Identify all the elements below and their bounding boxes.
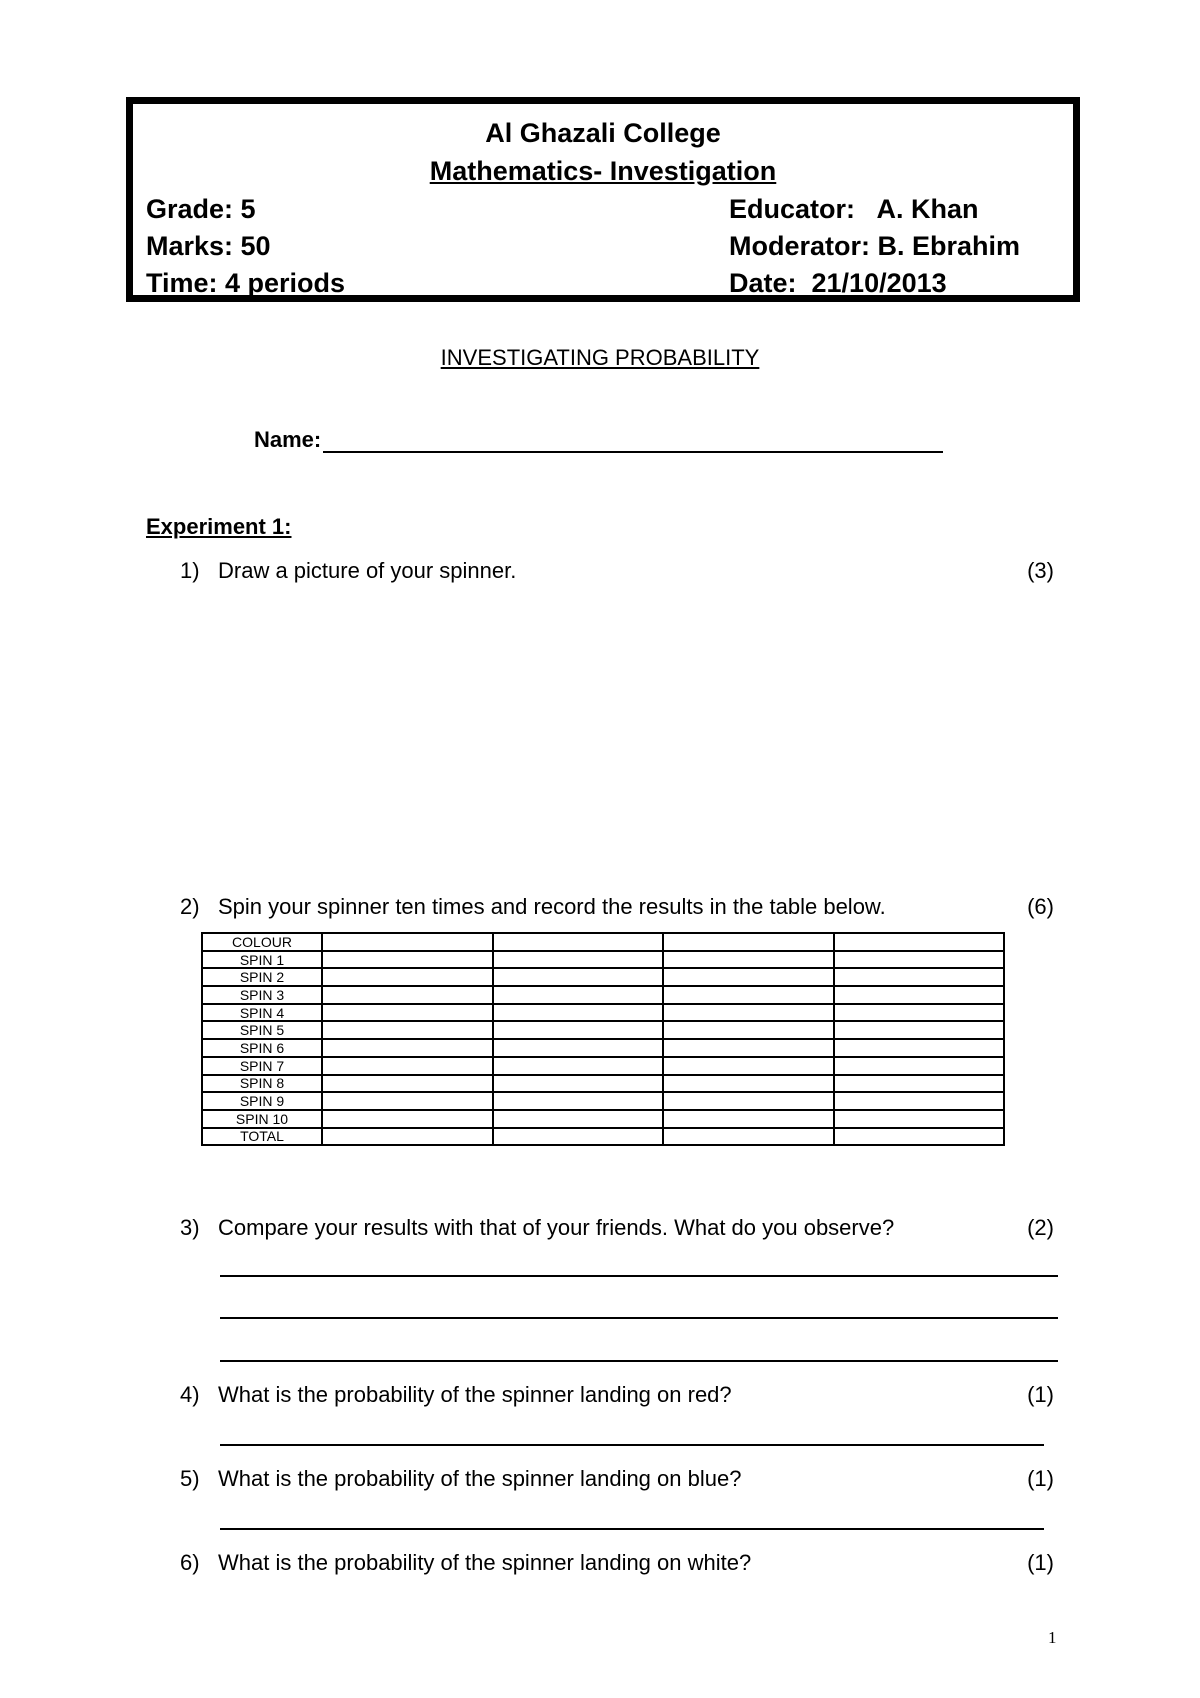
question-text: Draw a picture of your spinner. [218,558,517,583]
table-cell[interactable] [834,951,1005,969]
table-cell[interactable] [322,986,493,1004]
question-marks: (1) [1027,1466,1054,1491]
table-cell[interactable] [322,1075,493,1093]
table-cell[interactable] [322,968,493,986]
table-cell[interactable] [322,951,493,969]
table-cell[interactable] [663,1057,834,1075]
table-cell[interactable] [493,951,664,969]
row-label: SPIN 6 [202,1039,322,1057]
table-cell[interactable] [493,968,664,986]
row-label: SPIN 2 [202,968,322,986]
table-cell[interactable] [493,986,664,1004]
table-row [202,986,1004,1004]
table-cell[interactable] [493,1004,664,1022]
table-cell[interactable] [834,968,1005,986]
table-row [202,1004,1004,1022]
table-row [202,1075,1004,1093]
table-cell[interactable] [663,951,834,969]
answer-line[interactable] [220,1444,1044,1446]
header-box [126,97,1080,302]
table-cell[interactable] [663,1004,834,1022]
question-number: 4) [180,1382,200,1407]
table-row [202,1110,1004,1128]
spin-results-table [201,932,1005,1146]
experiment-heading: Experiment 1: [146,514,292,539]
marks-label: Marks: 50 [146,231,271,261]
row-label: SPIN 4 [202,1004,322,1022]
row-label: SPIN 7 [202,1057,322,1075]
table-cell[interactable] [322,1092,493,1110]
question-number: 3) [180,1215,200,1240]
school-name: Al Ghazali College [485,118,721,148]
table-cell[interactable] [322,1021,493,1039]
table-cell[interactable] [493,933,664,951]
table-cell[interactable] [322,1004,493,1022]
table-cell[interactable] [834,1110,1005,1128]
table-cell[interactable] [493,1021,664,1039]
table-cell[interactable] [834,1092,1005,1110]
table-cell[interactable] [663,986,834,1004]
table-cell[interactable] [663,968,834,986]
table-cell[interactable] [322,1128,493,1146]
table-cell[interactable] [834,986,1005,1004]
subject-title: Mathematics- Investigation [429,156,777,186]
name-label: Name: [254,427,322,452]
question-marks: (2) [1027,1215,1054,1240]
table-row [202,1039,1004,1057]
table-cell[interactable] [834,1039,1005,1057]
row-label: TOTAL [202,1128,322,1146]
educator-label: Educator: A. Khan [729,194,979,224]
table-row [202,1057,1004,1075]
date-label: Date: 21/10/2013 [729,268,947,298]
question-number: 5) [180,1466,200,1491]
table-cell[interactable] [834,1075,1005,1093]
answer-line[interactable] [220,1528,1044,1530]
question-text: Spin your spinner ten times and record the results in the table below. [218,894,886,919]
question-number: 1) [180,558,200,583]
table-cell[interactable] [493,1092,664,1110]
row-label: SPIN 10 [202,1110,322,1128]
table-cell[interactable] [493,1039,664,1057]
answer-line[interactable] [220,1360,1058,1362]
table-cell[interactable] [322,1057,493,1075]
table-row [202,1092,1004,1110]
table-row [202,951,1004,969]
table-cell[interactable] [493,1075,664,1093]
moderator-label: Moderator: B. Ebrahim [729,231,1021,261]
table-cell[interactable] [493,1057,664,1075]
table-row [202,1128,1004,1146]
table-row [202,968,1004,986]
row-label: COLOUR [202,933,322,951]
question-text: Compare your results with that of your friends. What do you observe? [218,1215,895,1240]
table-cell[interactable] [834,1057,1005,1075]
table-cell[interactable] [663,933,834,951]
table-cell[interactable] [834,1128,1005,1146]
name-field[interactable] [323,429,943,453]
page-number: 1 [1048,1628,1057,1647]
question-marks: (1) [1027,1382,1054,1407]
table-cell[interactable] [493,1128,664,1146]
table-cell[interactable] [663,1092,834,1110]
row-label: SPIN 9 [202,1092,322,1110]
table-cell[interactable] [663,1128,834,1146]
answer-line[interactable] [220,1275,1058,1277]
row-label: SPIN 3 [202,986,322,1004]
table-cell[interactable] [663,1039,834,1057]
question-text: What is the probability of the spinner landing on red? [218,1382,732,1407]
table-cell[interactable] [663,1021,834,1039]
table-row [202,1021,1004,1039]
question-marks: (1) [1027,1550,1054,1575]
question-text: What is the probability of the spinner landing on blue? [218,1466,742,1491]
table-cell[interactable] [663,1110,834,1128]
table-cell[interactable] [834,1021,1005,1039]
row-label: SPIN 8 [202,1075,322,1093]
table-cell[interactable] [663,1075,834,1093]
answer-line[interactable] [220,1317,1058,1319]
table-cell[interactable] [322,1039,493,1057]
table-cell[interactable] [834,1004,1005,1022]
question-number: 2) [180,894,200,919]
worksheet-title: INVESTIGATING PROBABILITY [440,345,760,370]
table-cell[interactable] [322,933,493,951]
time-label: Time: 4 periods [146,268,346,298]
table-row [202,933,1004,951]
question-number: 6) [180,1550,200,1575]
question-marks: (3) [1027,558,1054,583]
row-label: SPIN 5 [202,1021,322,1039]
question-text: What is the probability of the spinner landing on white? [218,1550,752,1575]
table-cell[interactable] [493,1110,664,1128]
row-label: SPIN 1 [202,951,322,969]
table-cell[interactable] [834,933,1005,951]
table-cell[interactable] [322,1110,493,1128]
name-row [254,427,943,453]
grade-label: Grade: 5 [146,194,256,224]
question-marks: (6) [1027,894,1054,919]
